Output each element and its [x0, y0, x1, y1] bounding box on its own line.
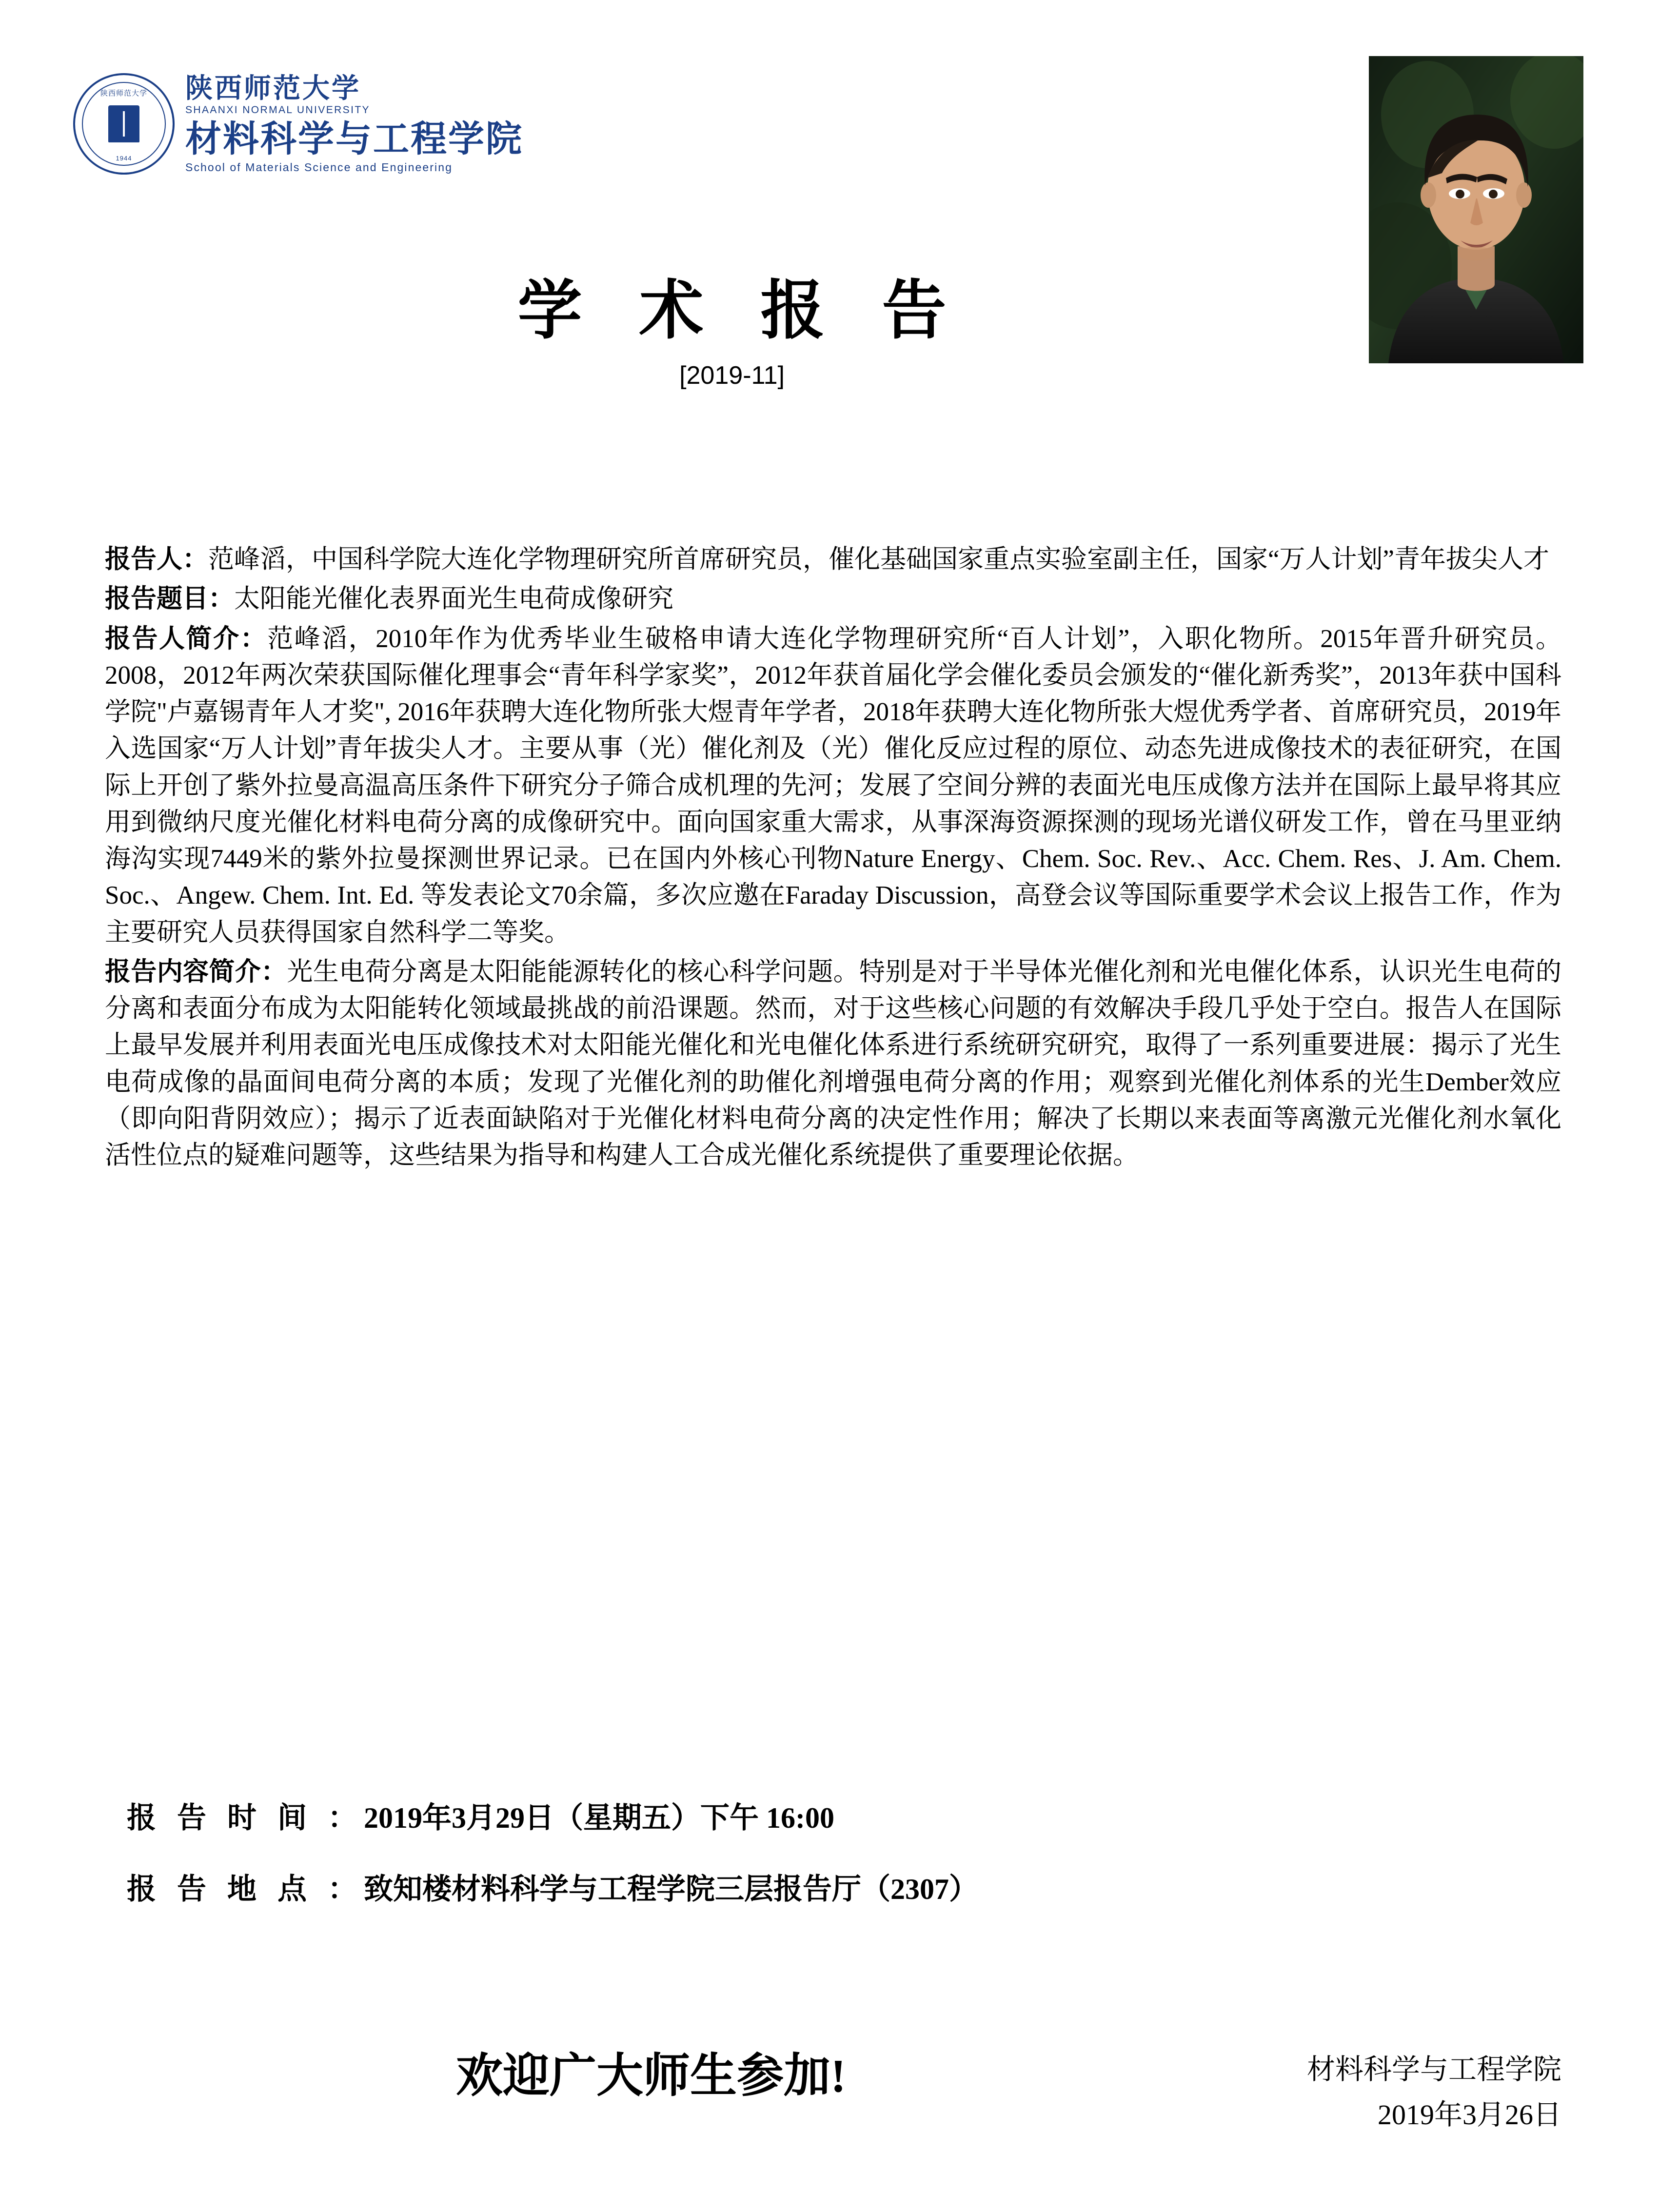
seal-emblem-icon — [108, 105, 139, 142]
topic-label: 报告题目： — [105, 585, 234, 613]
event-time-label: 报 告 时 间 ： — [127, 1802, 364, 1834]
speaker-paragraph — [105, 541, 1561, 578]
logo-text-block — [185, 75, 523, 174]
poster-header — [100, 0, 1554, 390]
signature-org: 材料科学与工程学院 — [1306, 2054, 1561, 2085]
university-name-cn: 陕西师范大学 — [185, 73, 361, 104]
abstract-label: 报告内容简介： — [105, 957, 287, 986]
signature-block — [1307, 2047, 1561, 2138]
school-name-cn: 材料科学与工程学院 — [185, 119, 523, 159]
seal-top-text: 陕西师范大学 — [100, 89, 147, 98]
speaker-value: 范峰滔，中国科学院大连化学物理研究所首席研究员，催化基础国家重点实验室副主任，国家“万人计划”青年拔尖人才 — [208, 545, 1550, 573]
event-place-value: 致知楼材料科学与工程学院三层报告厅（2307） — [364, 1873, 978, 1905]
event-time-row — [127, 1795, 1561, 1837]
abstract-paragraph — [105, 954, 1561, 1174]
bio-label: 报告人简介： — [105, 624, 268, 653]
abstract-value: 光生电荷分离是太阳能能源转化的核心科学问题。特别是对于半导体光催化剂和光电催化体系，认识光生电荷的分离和表面分布成为太阳能转化领域最挑战的前沿课题。然而，对于这些核心问题的有效解决手段几乎处于空白。报告人在国际上最早发展并利用表面光电压成像技术对太阳能光催化和光电催化体系进行系统研究研究，取得了一系列重要进展：揭示了光生电荷成像的晶面间电荷分离的本质；发现了光催化剂的助催化剂增强电荷分离的作用；观察到光催化剂体系的光生Dember效应（即向阳背阴效应）；揭示了近表面缺陷对于光催化材料电荷分离的决定性作用；解决了长期以来表面等离激元光催化剂水氧化活性位点的疑难问题等，这些结果为指导和构建人工合成光催化系统提供了重要理论依据。 — [105, 957, 1562, 1169]
poster-footer — [105, 2038, 1561, 2138]
bio-paragraph — [105, 621, 1561, 951]
event-time-value: 2019年3月29日（星期五）下午 16:00 — [364, 1802, 834, 1834]
page-subtitle: [2019-11] — [679, 361, 785, 390]
school-name-en: School of Materials Science and Engineering — [185, 161, 453, 174]
poster-body — [105, 541, 1561, 1177]
university-name-en: SHAANXI NORMAL UNIVERSITY — [185, 104, 370, 116]
event-details — [127, 1795, 1561, 1937]
speaker-portrait — [1369, 56, 1583, 363]
event-place-row — [127, 1866, 1561, 1908]
institution-logo — [73, 73, 523, 175]
university-seal-icon — [73, 73, 175, 175]
seal-bottom-text: 1944 — [116, 155, 132, 162]
topic-value: 太阳能光催化表界面光生电荷成像研究 — [234, 585, 673, 613]
topic-paragraph — [105, 581, 1561, 617]
page-title: 学 术 报 告 — [517, 275, 967, 347]
speaker-label: 报告人： — [105, 545, 208, 573]
event-place-label: 报 告 地 点 ： — [127, 1873, 364, 1905]
welcome-message: 欢迎广大师生参加! — [456, 2050, 846, 2102]
bio-value: 范峰滔，2010年作为优秀毕业生破格申请大连化学物理研究所“百人计划”，入职化物所。2015年晋升研究员。2008，2012年两次荣获国际催化理事会“青年科学家奖”，2012年获首届化学会催化委员会颁发的“催化新秀奖”，2013年获中国科学院"卢嘉锡青年人才奖", 2016年获聘大连化物所张大煜青年学者，2018年获聘大连化物所张大煜优秀学者、首席研究员，2019年入选国家“万人计划”青年拔尖人才。主要从事（光）催化剂及（光）催化反应过程的原位、动态先进成像技术的表征研究，在国际上开创了紫外拉曼高温高压条件下研究分子筛合成机理的先河；发展了空间分辨的表面光电压成像方法并在国际上最早将其应用到微纳尺度光催化材料电荷分离的成像研究中。面向国家重大需求，从事深海资源探测的现场光谱仪研发工作，曾在马里亚纳海沟实现7449米的紫外拉曼探测世界记录。已在国内外核心刊物Nature Energy、Chem. Soc. Rev.、Acc. Chem. Res、J. Am. Chem. Soc.、Angew. Chem. Int. Ed. 等发表论文70余篇，多次应邀在Faraday Discussion，高登会议等国际重要学术会议上报告工作，作为主要研究人员获得国家自然科学二等奖。 — [105, 624, 1562, 947]
signature-date: 2019年3月26日 — [1377, 2098, 1561, 2131]
